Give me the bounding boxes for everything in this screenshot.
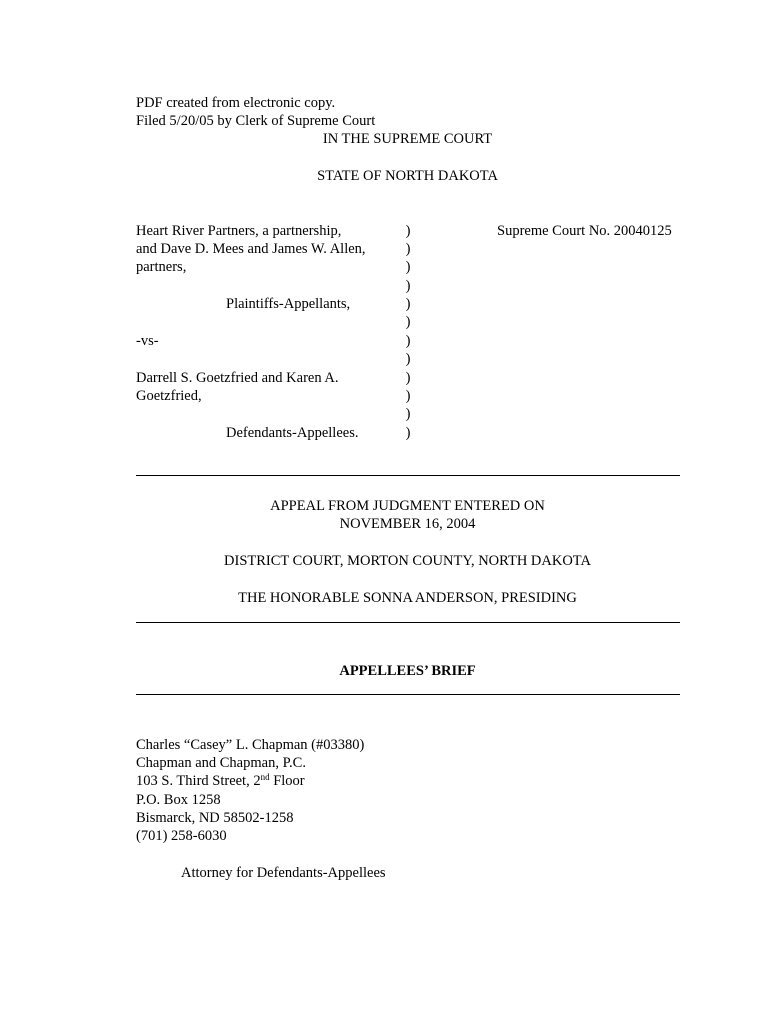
defendants-line-2: Goetzfried, (136, 388, 202, 404)
state-title: STATE OF NORTH DAKOTA (317, 168, 498, 184)
divider (136, 622, 680, 623)
street-address (136, 772, 305, 790)
versus-label: -vs- (136, 333, 159, 349)
brief-title: APPELLEES’ BRIEF (339, 663, 476, 679)
plaintiffs-line-3: partners, (136, 259, 187, 275)
defendants-line-1: Darrell S. Goetzfried and Karen A. (136, 370, 339, 386)
caption-paren: ) (405, 425, 411, 441)
caption-paren: ) (405, 278, 411, 294)
caption-paren: ) (405, 333, 411, 349)
law-firm: Chapman and Chapman, P.C. (136, 755, 306, 771)
caption-paren: ) (405, 351, 411, 367)
po-box: P.O. Box 1258 (136, 792, 221, 808)
electronic-copy-notice: PDF created from electronic copy. (136, 95, 336, 111)
ordinal-suffix: nd (260, 772, 270, 782)
caption-paren: ) (405, 406, 411, 422)
defendants-role: Defendants-Appellees. (226, 425, 359, 441)
divider (136, 694, 680, 695)
appeal-line-2: NOVEMBER 16, 2004 (339, 516, 476, 532)
district-court-line: DISTRICT COURT, MORTON COUNTY, NORTH DAKOTA (224, 553, 591, 569)
attorney-role: Attorney for Defendants-Appellees (181, 865, 386, 881)
caption-paren: ) (405, 370, 411, 386)
plaintiffs-line-2: and Dave D. Mees and James W. Allen, (136, 241, 366, 257)
city-state-zip: Bismarck, ND 58502-1258 (136, 810, 294, 826)
plaintiffs-role: Plaintiffs-Appellants, (226, 296, 351, 312)
attorney-name: Charles “Casey” L. Chapman (#03380) (136, 737, 365, 753)
street-address-floor: Floor (269, 773, 305, 789)
caption-paren: ) (405, 314, 411, 330)
supreme-court-number: Supreme Court No. 20040125 (497, 223, 672, 239)
caption-paren: ) (405, 388, 411, 404)
street-address-main: 103 S. Third Street, 2 (136, 773, 261, 789)
caption-paren: ) (405, 259, 411, 275)
presiding-judge-line: THE HONORABLE SONNA ANDERSON, PRESIDING (238, 590, 577, 606)
divider (136, 475, 680, 476)
phone-number: (701) 258-6030 (136, 828, 227, 844)
plaintiffs-line-1: Heart River Partners, a partnership, (136, 223, 342, 239)
appeal-line-1: APPEAL FROM JUDGMENT ENTERED ON (270, 498, 545, 514)
court-title: IN THE SUPREME COURT (322, 131, 493, 147)
filing-notice: Filed 5/20/05 by Clerk of Supreme Court (136, 113, 376, 129)
caption-paren: ) (405, 241, 411, 257)
caption-paren: ) (405, 223, 411, 239)
caption-paren: ) (405, 296, 411, 312)
